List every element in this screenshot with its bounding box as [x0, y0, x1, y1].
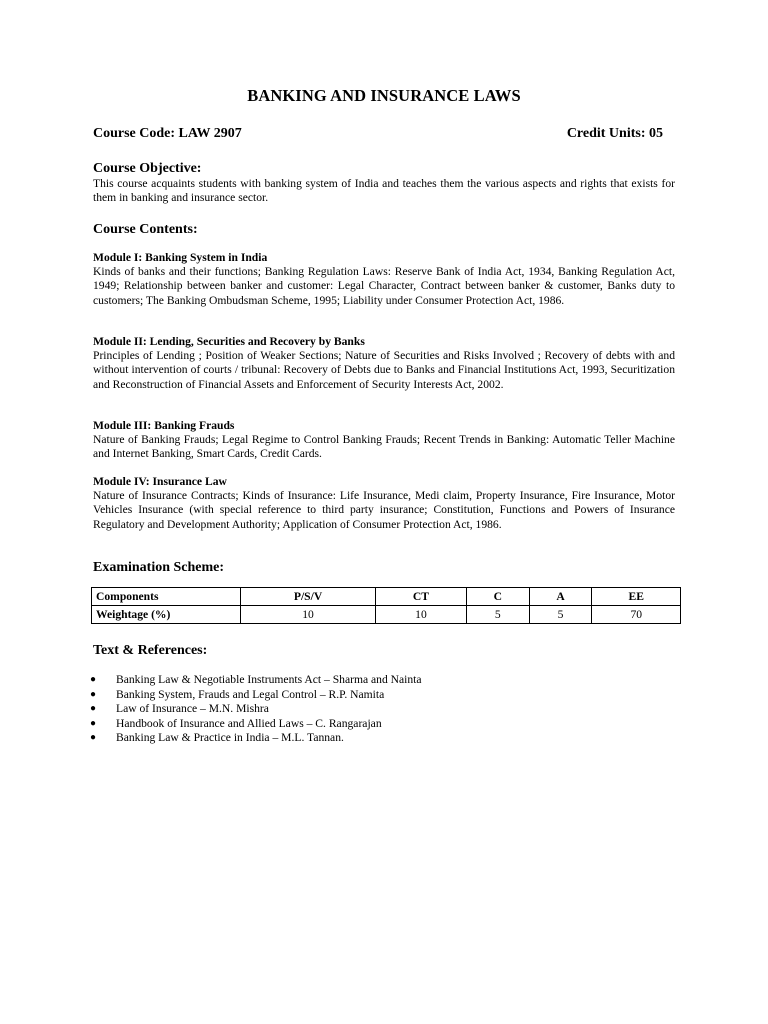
table-cell: 5: [529, 606, 592, 624]
module-1-title: Module I: Banking System in India: [93, 251, 268, 264]
examination-scheme-heading: Examination Scheme:: [93, 560, 225, 575]
course-contents-heading: Course Contents:: [93, 222, 198, 237]
module-1-text: Kinds of banks and their functions; Banking Regulation Laws: Reserve Bank of India Act, 1934, Banking Regulation Act, 1949; Relationship between banker and customer: Legal Character, Contract between banker & customer, Banks duty to customers; The Banking Ombudsman Scheme, 1995; Liability under Consumer Protection Act, 1986.: [93, 265, 675, 307]
module-2-title: Module II: Lending, Securities and Recovery by Banks: [93, 335, 365, 348]
examination-scheme-table: [91, 587, 681, 624]
course-code: Course Code: LAW 2907: [93, 126, 242, 141]
references-list: [90, 673, 422, 746]
table-cell: Components: [92, 588, 241, 606]
table-cell: A: [529, 588, 592, 606]
table-row: [92, 606, 681, 624]
table-cell: 10: [376, 606, 467, 624]
bullet-icon: ●: [90, 717, 97, 729]
course-objective-text: This course acquaints students with banking system of India and teaches them the various aspects and rights that exists for them in banking and insurance sector.: [93, 177, 675, 205]
bullet-icon: ●: [90, 732, 97, 744]
list-item: ● Law of Insurance – M.N. Mishra: [90, 702, 269, 716]
module-3-title: Module III: Banking Frauds: [93, 419, 235, 432]
table-cell: Weightage (%): [92, 606, 241, 624]
table-cell: 5: [466, 606, 529, 624]
table-cell: C: [466, 588, 529, 606]
credit-units: Credit Units: 05: [566, 126, 663, 141]
list-item: ● Banking System, Frauds and Legal Control – R.P. Namita: [90, 687, 385, 701]
bullet-icon: ●: [90, 688, 97, 700]
references-heading: Text & References:: [93, 643, 208, 658]
table-header-row: [92, 588, 681, 606]
list-item: ● Banking Law & Negotiable Instruments Act – Sharma and Nainta: [90, 673, 422, 686]
bullet-icon: ●: [90, 703, 97, 715]
course-info-line: [93, 126, 663, 142]
course-objective-heading: Course Objective:: [93, 161, 202, 176]
table-cell: P/S/V: [241, 588, 376, 606]
list-item: ● Banking Law & Practice in India – M.L. Tannan.: [90, 731, 344, 745]
table-cell: EE: [592, 588, 681, 606]
table-cell: 70: [592, 606, 681, 624]
table-cell: CT: [376, 588, 467, 606]
module-3-text: Nature of Banking Frauds; Legal Regime to Control Banking Frauds; Recent Trends in Banking: Automatic Teller Machine and Internet Banking, Smart Cards, Credit Cards.: [93, 433, 675, 461]
module-4-text: Nature of Insurance Contracts; Kinds of Insurance: Life Insurance, Medi claim, Property Insurance, Fire Insurance, Motor Vehicles Insurance (with special reference to third party insurance; Constitution, Functions and Powers of Insurance Regulatory and Development Authority; Application of Consumer Protection Act, 1986.: [93, 489, 675, 531]
list-item: ● Handbook of Insurance and Allied Laws – C. Rangarajan: [90, 716, 382, 730]
bullet-icon: ●: [90, 674, 97, 685]
module-4-title: Module IV: Insurance Law: [93, 475, 227, 488]
table-cell: 10: [241, 606, 376, 624]
module-2-text: Principles of Lending ; Position of Weaker Sections; Nature of Securities and Risks Involved ; Recovery of debts with and without intervention of courts / tribunal: Recovery of Debts due to Banks and Financial Institutions Act, 1993, Securitization and Reconstruction of Financial Assets and Enforcement of Security Interests Act, 2002.: [93, 349, 675, 391]
document-title: BANKING AND INSURANCE LAWS: [247, 86, 521, 105]
